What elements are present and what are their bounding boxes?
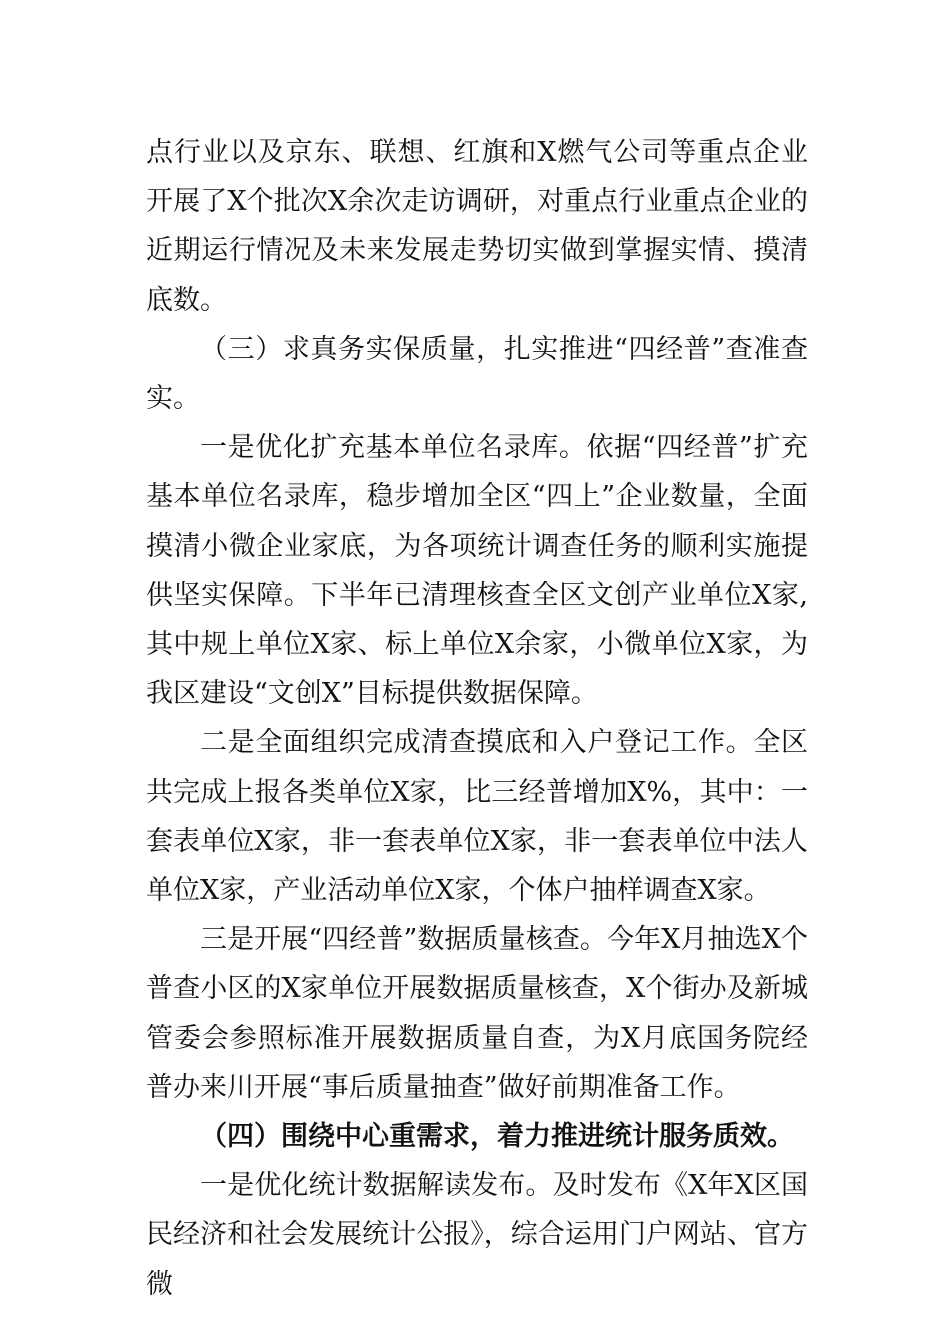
section-heading-four: （四）围绕中心重需求，着力推进统计服务质效。 (200, 1121, 794, 1153)
body-paragraph: 一是优化扩充基本单位名录库。依据“四经普”扩充基本单位名录库，稳步增加全区“四上”企业数量，全面摸清小微企业家底，为各项统计调查任务的顺利实施提供坚实保障。下半年已清理核查全区文创产业单位X家,其中规上单位X家、标上单位X余家，小微单位X家，为我区建设“文创X”目标提供数据保障。 (146, 432, 808, 710)
body-paragraph-continued: 点行业以及京东、联想、红旗和X燃气公司等重点企业开展了X个批次X余次走访调研，对重点行业重点企业的近期运行情况及未来发展走势切实做到掌握实情、摸清底数。 (146, 137, 808, 316)
document-page (146, 128, 808, 1309)
body-paragraph: 三是开展“四经普”数据质量核查。今年X月抽选X个普查小区的X家单位开展数据质量核查，X个街办及新城管委会参照标准开展数据质量自查，为X月底国务院经普办来川开展“事后质量抽查”做好前期准备工作。 (146, 924, 808, 1103)
body-paragraph: 二是全面组织完成清查摸底和入户登记工作。全区共完成上报各类单位X家，比三经普增加X%，其中：一套表单位X家，非一套表单位X家，非一套表单位中法人单位X家，产业活动单位X家，个体户抽样调查X家。 (146, 727, 808, 907)
body-paragraph: 一是优化统计数据解读发布。及时发布《X年X区国民经济和社会发展统计公报》，综合运用门户网站、官方微 (146, 1170, 808, 1300)
section-heading-three: （三）求真务实保质量，扎实推进“四经普”查准查实。 (146, 333, 808, 415)
